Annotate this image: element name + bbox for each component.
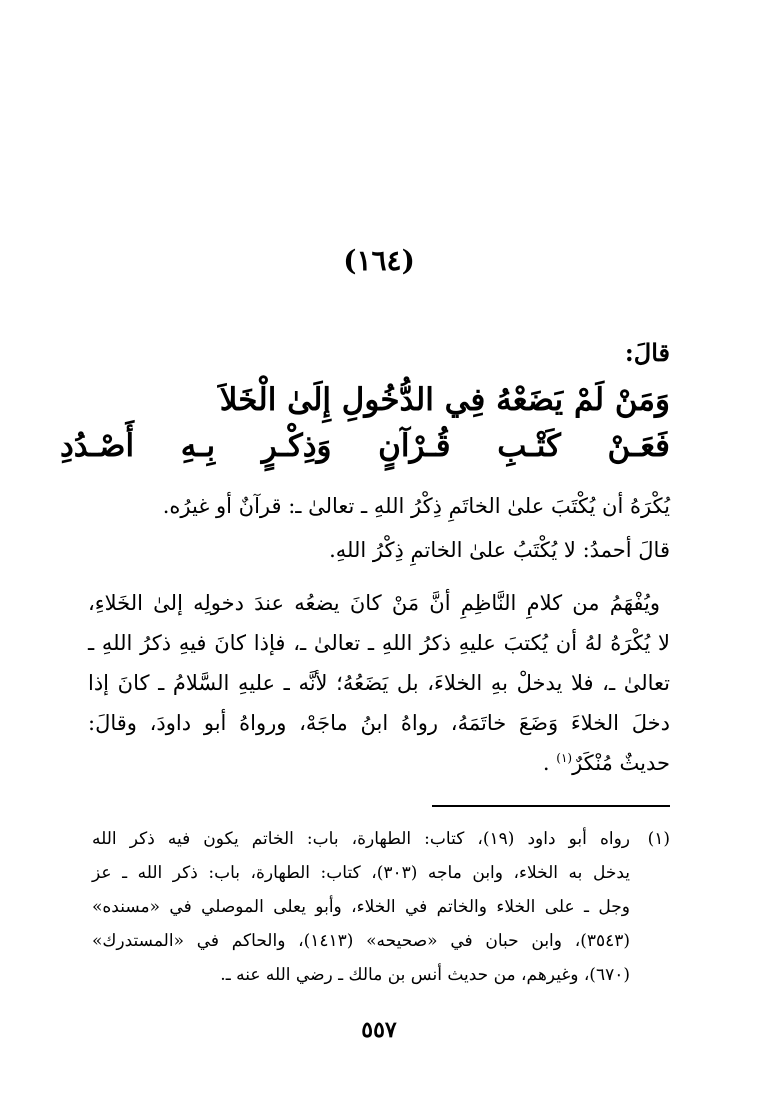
commentary-line-7-text: حديثٌ مُنْكَرٌ xyxy=(572,751,670,775)
footnote-marker: (١) xyxy=(647,829,670,849)
commentary-line-5: تعالىٰ ـ، فلا يدخلْ بهِ الخلاءَ، بل يَضَعُهُ؛ لأنَّه ـ عليهِ السَّلامُ ـ كانَ إذا xyxy=(88,671,670,695)
section-number: (١٦٤) xyxy=(343,244,415,277)
commentary-line-4: لا يُكْرَهُ لهُ أن يُكتبَ عليهِ ذكرُ اللهِ ـ تعالىٰ ـ، فإذا كانَ فيهِ ذكرُ اللهِ ـ xyxy=(88,631,670,655)
footnote-line-2: يدخل به الخلاء، وابن ماجه (٣٠٣)، كتاب: الطهارة، باب: ذكر الله ـ عز xyxy=(92,863,630,883)
commentary-line-7-end: . xyxy=(542,751,550,775)
verse-line-1: وَمَنْ لَمْ يَضَعْهُ فِي الدُّخُولِ إِلَىٰ الْخَلاَ xyxy=(219,382,670,418)
commentary-line-7 xyxy=(88,751,670,775)
footnote-line-5: (٦٧٠)، وغيرهم، من حديث أنس بن مالك ـ رضي الله عنه ـ. xyxy=(220,965,630,985)
footnote-line-1: رواه أبو داود (١٩)، كتاب: الطهارة، باب: الخاتم يكون فيه ذكر الله xyxy=(92,829,630,849)
footnote-line-4: (٣٥٤٣)، وابن حبان في «صحيحه» (١٤١٣)، والحاكم في «المستدرك» xyxy=(92,931,631,951)
said-label: قالَ: xyxy=(624,338,670,367)
verse-line-2: فَعَـنْ كَتْـبِ قُـرْآنٍ وَذِكْـرٍ بِـهِ أَصْـدُدِ xyxy=(60,428,670,464)
commentary-line-6: دخلَ الخلاءَ وَضَعَ خاتَمَهُ، رواهُ ابنُ ماجَهْ، ورواهُ أبو داودَ، وقالَ: xyxy=(88,711,670,735)
commentary-line-2: قالَ أحمدُ: لا يُكْتَبُ علىٰ الخاتمِ ذِكْرُ اللهِ. xyxy=(329,538,670,562)
footnote-divider xyxy=(432,805,670,807)
page-number: ٥٥٧ xyxy=(361,1017,397,1043)
commentary-line-1: يُكْرَهُ أن يُكْتَبَ علىٰ الخاتَمِ ذِكْرُ اللهِ ـ تعالىٰ ـ: قرآنٌ أو غيرُه. xyxy=(162,494,670,518)
commentary-line-3: ويُفْهَمُ من كلامِ النَّاظِمِ أنَّ مَنْ كانَ يضعُه عندَ دخولِه إلىٰ الخَلاءِ، xyxy=(88,591,660,615)
footnote-line-3: وجل ـ على الخلاء والخاتم في الخلاء، وأبو يعلى الموصلي في «مسنده» xyxy=(92,897,630,917)
footnote-reference[interactable]: (١) xyxy=(556,751,573,765)
